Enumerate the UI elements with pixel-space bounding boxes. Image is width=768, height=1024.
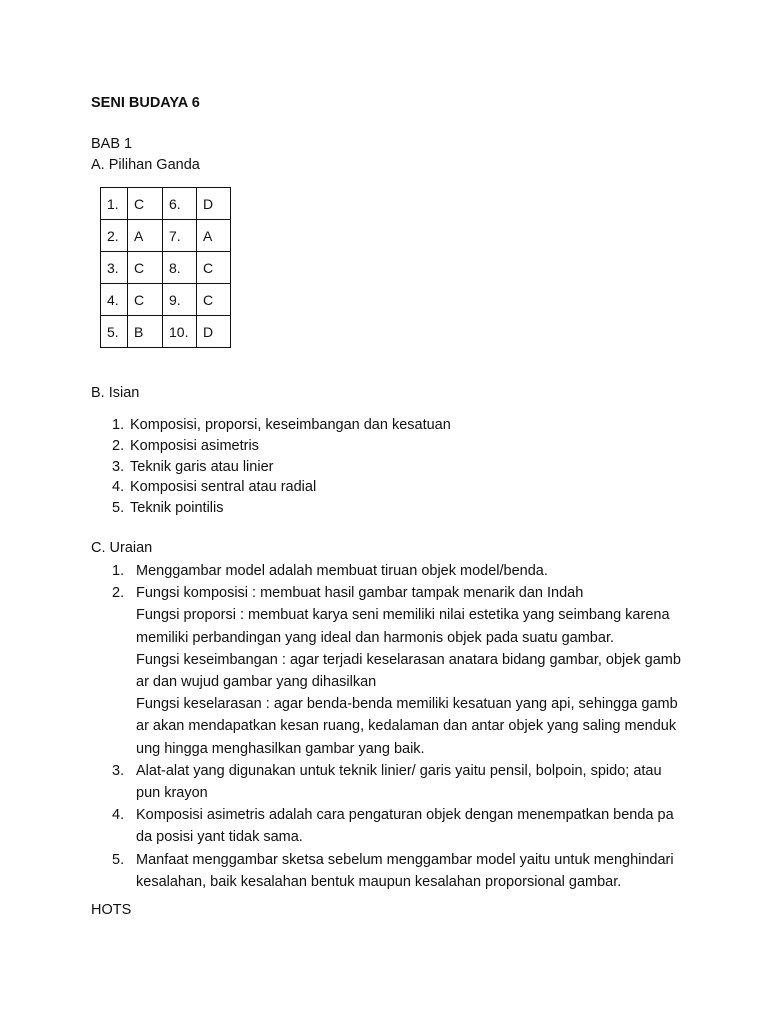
answer-cell: C [128, 284, 163, 316]
answer-cell: A [197, 220, 231, 252]
question-number-cell: 8. [163, 252, 197, 284]
section-a-heading: A. Pilihan Ganda [91, 157, 200, 173]
answer-cell: A [128, 220, 163, 252]
answer-key-table [100, 187, 231, 348]
answer-row [101, 284, 231, 316]
essay-answer-item [112, 804, 712, 848]
list-item-number: 2. [112, 437, 125, 454]
essay-answer-line: Alat-alat yang digunakan untuk teknik linier/ garis yaitu pensil, bolpoin, spido; atau [136, 762, 662, 779]
question-number-cell: 5. [101, 316, 128, 348]
essay-answer-line: Manfaat menggambar sketsa sebelum menggambar model yaitu untuk menghindari [136, 851, 674, 868]
essay-answer-line: memiliki perbandingan yang ideal dan harmonis objek pada suatu gambar. [136, 629, 614, 646]
answer-cell: C [197, 284, 231, 316]
answer-cell: C [197, 252, 231, 284]
essay-answer-item [112, 760, 712, 804]
question-number-cell: 10. [163, 316, 197, 348]
question-number-cell: 3. [101, 252, 128, 284]
list-item-number: 4. [112, 479, 125, 496]
essay-answer-line: da posisi yant tidak sama. [136, 829, 303, 846]
hots-heading: HOTS [91, 902, 132, 918]
question-number-cell: 9. [163, 284, 197, 316]
essay-answer-number: 4. [112, 807, 125, 824]
section-b-heading: B. Isian [91, 385, 140, 401]
essay-answer-line: Fungsi keselarasan : agar benda-benda memiliki kesatuan yang api, sehingga gamb [136, 696, 678, 713]
answer-cell: D [197, 316, 231, 348]
list-item-number: 1. [112, 417, 125, 433]
essay-answer-item [112, 849, 712, 893]
question-number-cell: 6. [163, 188, 197, 220]
document-title: SENI BUDAYA 6 [91, 95, 200, 111]
list-item-text: Komposisi asimetris [130, 437, 259, 454]
list-item-text: Komposisi, proporsi, keseimbangan dan kesatuan [130, 417, 451, 433]
list-item-number: 3. [112, 458, 125, 475]
list-item-text: Teknik garis atau linier [130, 458, 274, 475]
essay-answer-item [112, 560, 712, 582]
question-number-cell: 1. [101, 188, 128, 220]
chapter-label: BAB 1 [91, 136, 133, 152]
essay-answer-line: Komposisi asimetris adalah cara pengaturan objek dengan menempatkan benda pa [136, 807, 674, 824]
essay-answer-number: 5. [112, 851, 125, 868]
answer-cell: B [128, 316, 163, 348]
answer-row [101, 316, 231, 348]
answer-cell: C [128, 188, 163, 220]
answer-row [101, 252, 231, 284]
essay-answer-number: 1. [112, 563, 125, 579]
essay-answer-line: Fungsi proporsi : membuat karya seni memiliki nilai estetika yang seimbang karena [136, 607, 670, 624]
essay-answer-line: Menggambar model adalah membuat tiruan objek model/benda. [136, 563, 548, 579]
answer-cell: C [128, 252, 163, 284]
answer-row [101, 188, 231, 220]
essay-answer-line: ar dan wujud gambar yang dihasilkan [136, 674, 377, 691]
answer-row [101, 220, 231, 252]
list-item [112, 415, 451, 436]
essay-answer-line: Fungsi keseimbangan : agar terjadi keselarasan anatara bidang gambar, objek gamb [136, 651, 681, 668]
list-item-number: 5. [112, 500, 125, 517]
list-item [112, 477, 451, 498]
question-number-cell: 2. [101, 220, 128, 252]
list-item [112, 498, 451, 519]
list-item [112, 457, 451, 478]
section-c-heading: C. Uraian [91, 540, 153, 556]
essay-answer-number: 3. [112, 762, 125, 779]
answer-cell: D [197, 188, 231, 220]
essay-answer-line: ar akan mendapatkan kesan ruang, kedalaman dan antar objek yang saling menduk [136, 718, 677, 735]
essay-answer-line: pun krayon [136, 785, 208, 802]
essay-answer-line: ung hingga menghasilkan gambar yang baik. [136, 740, 425, 757]
question-number-cell: 7. [163, 220, 197, 252]
list-item-text: Komposisi sentral atau radial [130, 479, 317, 496]
list-item [112, 436, 451, 457]
section-c-list [112, 560, 712, 893]
question-number-cell: 4. [101, 284, 128, 316]
section-b-list [112, 415, 451, 519]
list-item-text: Teknik pointilis [130, 500, 224, 517]
essay-answer-item [112, 582, 712, 760]
essay-answer-line: Fungsi komposisi : membuat hasil gambar tampak menarik dan Indah [136, 585, 584, 602]
essay-answer-number: 2. [112, 585, 125, 602]
essay-answer-line: kesalahan, baik kesalahan bentuk maupun kesalahan proporsional gambar. [136, 873, 622, 890]
